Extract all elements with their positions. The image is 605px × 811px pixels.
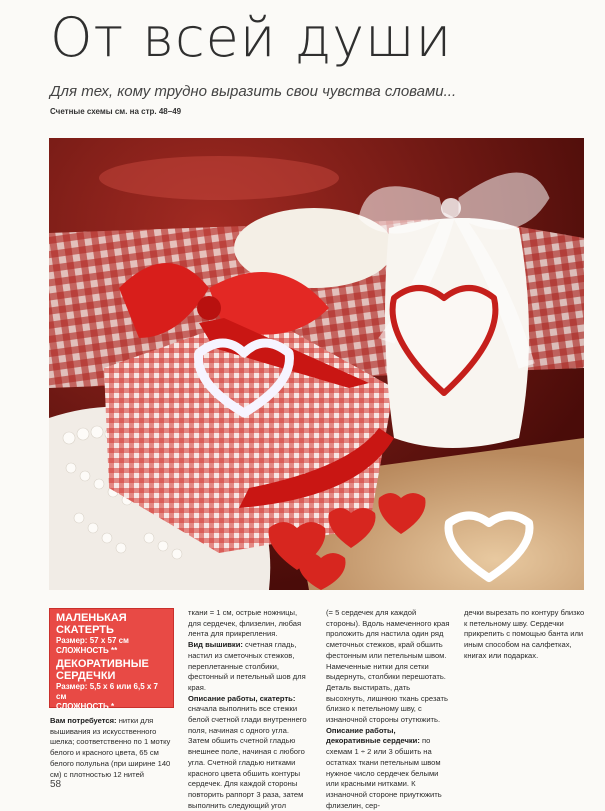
materials-text: нитки для вышивания из искусственного шелка; соответственно по 1 мотку белого и красного цвета, 65 см белого полульна (при ширине 140 см) с плотностью 12 нитей — [50, 716, 171, 779]
project-info-box — [49, 608, 174, 711]
stitch-type-text: счетная гладь, настил из сметочных стежков, переплетанные столбики, фестонный и петельный шов для края. — [188, 640, 306, 692]
tools-text: ткани = 1 см, острые ножницы, для сердечек, флизелин, любая лента для прикрепления. — [188, 608, 302, 639]
bow-knot — [441, 198, 461, 218]
page-subtitle: Для тех, кому трудно выразить свои чувства словами... — [50, 83, 457, 100]
item1-difficulty: СЛОЖНОСТЬ ** — [56, 646, 118, 655]
hearts-text: по схемам 1 ÷ 2 или 3 обшить на остатках ткани петельным швом нужное число сердечек белыми или красными нитками. К изнаночной стороне приутюжить флизелин, сер- — [326, 736, 442, 810]
text-column-2 — [188, 608, 312, 811]
page-number: 58 — [50, 779, 62, 790]
text-column-4 — [464, 608, 586, 662]
text-column-3 — [326, 608, 450, 811]
pattern-reference: Счетные схемы см. на стр. 48–49 — [50, 107, 182, 116]
tablecloth-continued-text: (= 5 сердечек для каждой стороны). Вдоль намеченного края проложить для настила один ряд сметочных стежков, край обшить фестонным или петельным швом. Намеченные нитки для сетки выдернуть, столбики перешотать. Деталь выстирать, дать высохнуть, лишнюю ткань срезать близко к петельному шву, с изнаночной стороны отутюжить. — [326, 608, 450, 725]
hero-photo — [49, 138, 584, 590]
materials-label: Вам потребуется: — [50, 716, 117, 725]
hearts-continued-text: дечки вырезать по контуру близко к петельному шву. Сердечки прикрепить с помощью банта или иным способом на салфетках, книгах или подарках. — [464, 608, 585, 660]
photo-illustration — [49, 138, 584, 590]
item1-title-line1: МАЛЕНЬКАЯ — [56, 612, 127, 624]
item2-title-line2: СЕРДЕЧКИ — [56, 670, 116, 682]
item2-difficulty: СЛОЖНОСТЬ * — [56, 702, 115, 711]
item1-title-line2: СКАТЕРТЬ — [56, 624, 114, 636]
stitch-type-label: Вид вышивки: — [188, 640, 243, 650]
blurred-heart-shape — [99, 156, 339, 200]
tablecloth-text: сначала выполнить все стежки белой счетной глади внутреннего поля, начиная с одного угла. Затем обшить счетной гладью внешнее поле, начиная с любого угла. Счетной гладью нитками красного цвета обшить контуры сердечек. Для каждой стороны повторить раппорт 3 раза, затем выполнить следующий угол — [188, 704, 307, 810]
item2-size: Размер: 5,5 x 6 или 6,5 x 7 см — [56, 682, 158, 701]
item1-size: Размер: 57 x 57 см — [56, 636, 129, 645]
text-column-1 — [50, 716, 175, 780]
item2-title-line1: ДЕКОРАТИВНЫЕ — [56, 658, 149, 670]
page-title: От всей души — [50, 6, 453, 69]
hearts-label: Описание работы, декоративные сердечки: — [326, 725, 420, 746]
ribbon-knot — [197, 296, 221, 320]
tablecloth-label: Описание работы, скатерть: — [188, 693, 296, 703]
